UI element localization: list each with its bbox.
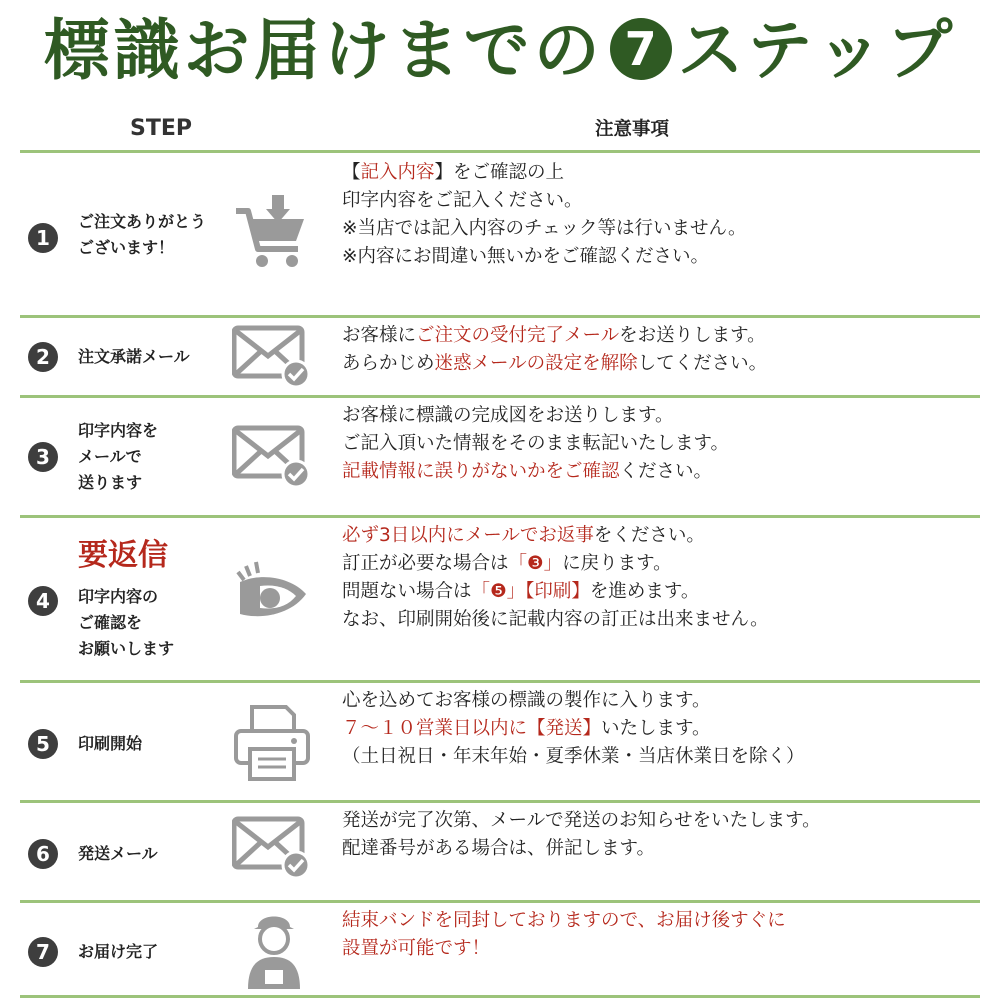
step-number-badge: 2: [28, 342, 58, 372]
note-line: ※内容にお間違い無いかをご確認ください。: [342, 246, 710, 267]
mail-check-icon: [232, 322, 312, 394]
step-notes: [342, 159, 747, 271]
step-number-badge: 1: [28, 223, 58, 253]
step-row-3: [20, 395, 980, 515]
note-line: 必ず3日以内にメールでお返事をください。: [342, 525, 705, 546]
page-title: [0, 6, 1000, 96]
note-line: 【記入内容】をご確認の上: [342, 162, 565, 183]
step-row-1: [20, 150, 980, 315]
mail-check-icon: [232, 813, 312, 885]
note-line: ご記入頂いた情報をそのまま転記いたします。: [342, 433, 730, 454]
step-column-header: STEP: [130, 116, 193, 141]
reply-required-label: 要返信: [78, 538, 168, 573]
step-label: お届け完了: [78, 942, 159, 961]
step-notes: [342, 522, 769, 634]
note-line: 印字内容をご記入ください。: [342, 190, 583, 211]
note-line: 心を込めてお客様の標識の製作に入ります。: [342, 690, 711, 711]
note-line: なお、印刷開始後に記載内容の訂正は出来ません。: [342, 609, 769, 630]
note-line: 訂正が必要な場合は「❸」に戻ります。: [342, 553, 672, 574]
note-line: 記載情報に誤りがないかをご確認ください。: [342, 461, 713, 482]
eye-icon: [232, 558, 312, 632]
step-row-5: [20, 680, 980, 800]
note-line: 発送が完了次第、メールで発送のお知らせをいたします。: [342, 810, 821, 831]
note-line: お客様にご注文の受付完了メールをお送りします。: [342, 325, 766, 346]
note-line: ７～１０営業日以内に【発送】いたします。: [342, 718, 711, 739]
title-main: 標識お届けまでの: [43, 12, 604, 89]
delivery-person-icon: [246, 907, 302, 997]
step-label: 印刷開始: [78, 734, 143, 753]
notes-column-header: 注意事項: [595, 119, 670, 140]
step-number-badge: 6: [28, 839, 58, 869]
step-notes: [342, 322, 767, 378]
step-label: 注文承諾メール: [78, 347, 190, 366]
note-line: あらかじめ迷惑メールの設定を解除してください。: [342, 353, 768, 374]
note-line: ※当店では記入内容のチェック等は行いません。: [342, 218, 747, 239]
shopping-cart-icon: [232, 193, 312, 277]
step-row-6: [20, 800, 980, 900]
note-line: お客様に標識の完成図をお送りします。: [342, 405, 674, 426]
step-label: ご注文ありがとう ございます！: [78, 212, 207, 257]
note-line: （土日祝日・年末年始・夏季休業・当店休業日を除く）: [342, 746, 805, 767]
step-notes: [342, 907, 786, 963]
step-notes: [342, 687, 805, 771]
step-row-7: [20, 900, 980, 995]
step-number-badge: 4: [28, 586, 58, 616]
step-number-badge: 3: [28, 442, 58, 472]
printer-icon: [232, 703, 312, 787]
step-notes: [342, 807, 821, 863]
step-label: 印字内容の ご確認を お願いします: [78, 587, 175, 658]
note-line: 結束バンドを同封しておりますので、お届け後すぐに: [342, 910, 786, 931]
step-row-4: [20, 515, 980, 680]
step-row-2: [20, 315, 980, 395]
step-notes: [342, 402, 729, 486]
step-label: 発送メール: [78, 844, 158, 863]
step-number-badge: 5: [28, 729, 58, 759]
table-bottom-divider: [20, 995, 980, 998]
note-line: 設置が可能です！: [342, 938, 491, 959]
title-tail: ステップ: [677, 12, 957, 89]
title-step-count-badge: 7: [610, 18, 672, 80]
note-line: 問題ない場合は「❺」【印刷】を進めます。: [342, 581, 700, 602]
mail-check-icon: [232, 422, 312, 494]
note-line: 配達番号がある場合は、併記します。: [342, 838, 656, 859]
step-number-badge: 7: [28, 937, 58, 967]
step-label: 印字内容を メールで 送ります: [78, 421, 159, 492]
